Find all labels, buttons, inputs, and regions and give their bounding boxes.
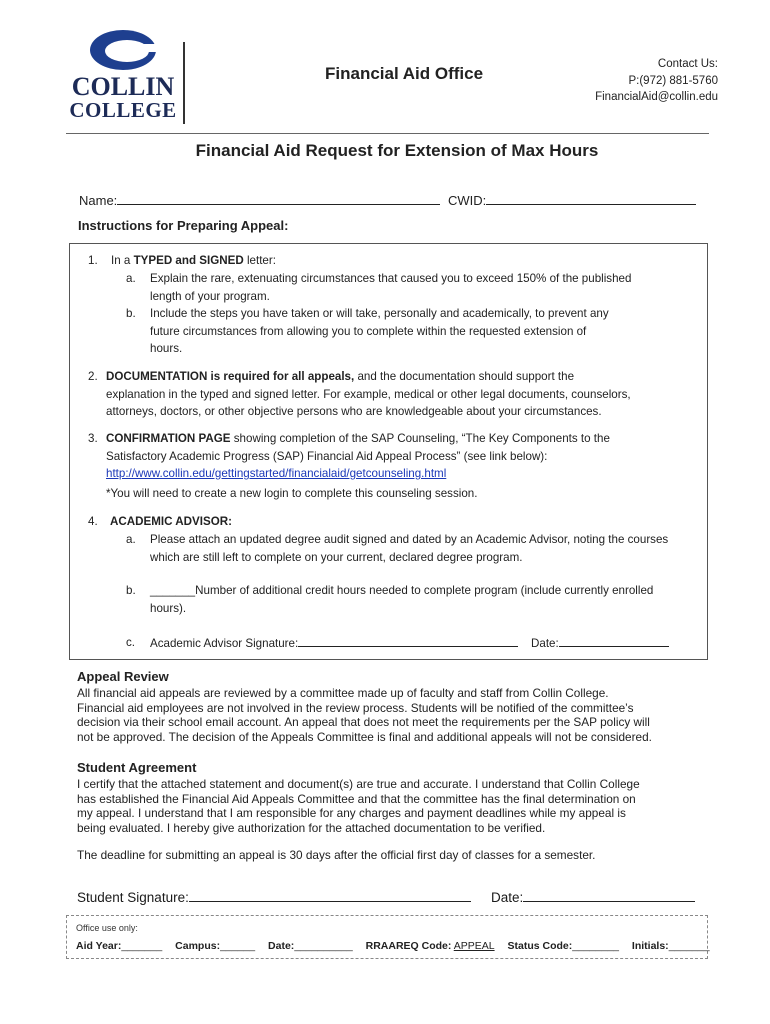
rraareq-value: APPEAL <box>453 940 495 952</box>
item3-line2: Satisfactory Academic Progress (SAP) Financial Aid Appeal Process” (see link below): <box>106 449 548 463</box>
student-signature-label: Student Signature: <box>77 890 189 905</box>
rraareq-label: RRAAREQ Code: <box>365 940 452 952</box>
office-use-row <box>76 940 710 952</box>
name-label: Name: <box>79 193 118 208</box>
item2-line2: explanation in the typed and signed letter. For example, medical or other legal documents, counselors, <box>106 387 631 401</box>
credit-hours-blank[interactable]: _______ <box>150 584 196 597</box>
name-line[interactable] <box>117 190 440 205</box>
item2-text <box>106 368 631 421</box>
instructions-heading: Instructions for Preparing Appeal: <box>78 218 289 233</box>
deadline-text: The deadline for submitting an appeal is 30 days after the official first day of classes for a semester. <box>77 848 596 862</box>
appeal-review-heading: Appeal Review <box>77 669 169 684</box>
item1-bold: TYPED and SIGNED <box>133 254 244 267</box>
campus-label: Campus: <box>175 940 221 952</box>
office-use-heading: Office use only: <box>76 923 138 933</box>
signature-date-line[interactable] <box>523 886 695 902</box>
student-agreement-heading: Student Agreement <box>77 760 197 775</box>
item1a-text <box>150 270 631 305</box>
item4-heading <box>110 513 232 531</box>
contact-phone: P:(972) 881-5760 <box>628 74 718 87</box>
appeal-review-line: All financial aid appeals are reviewed by a committee made up of faculty and staff from Collin College. <box>77 686 609 700</box>
item4-bold: ACADEMIC ADVISOR: <box>110 515 232 528</box>
item3-text <box>106 430 610 483</box>
name-field[interactable] <box>79 190 440 208</box>
item3-line1: showing completion of the SAP Counseling, “The Key Components to the <box>230 432 610 445</box>
cwid-label: CWID: <box>448 193 487 208</box>
item1a-label: a. <box>126 272 136 285</box>
item1b-label: b. <box>126 307 136 320</box>
item4a-text <box>150 531 668 566</box>
item2-bold: DOCUMENTATION is required for all appeals, <box>106 370 355 383</box>
agreement-line: I certify that the attached statement and document(s) are true and accurate. I understand that Collin College <box>77 777 640 791</box>
item4b-line1: Number of additional credit hours needed to complete program (include currently enrolled <box>195 584 654 597</box>
item3-note: *You will need to create a new login to complete this counseling session. <box>106 487 478 500</box>
initials-blank[interactable]: _______ <box>668 940 710 952</box>
office-title: Financial Aid Office <box>325 64 484 83</box>
item1-number: 1. <box>88 254 98 267</box>
item4a-line2: which are still left to complete on your current, declared degree program. <box>150 550 523 564</box>
initials-label: Initials: <box>631 940 669 952</box>
item4b-line2: hours). <box>150 601 187 615</box>
appeal-review-line: Financial aid employees are not involved in the review process. Students will be notified of the committee’s <box>77 700 634 715</box>
aid-year-blank[interactable]: _______ <box>121 940 163 952</box>
item2-line3: attorneys, doctors, or other objective persons who are knowledgeable about your circumstances. <box>106 405 602 418</box>
signature-date-field[interactable] <box>491 886 695 905</box>
agreement-line: has established the Financial Aid Appeals Committee and that the committee has the final determination on <box>77 791 636 806</box>
advisor-signature-line[interactable] <box>298 634 518 647</box>
item4a-label: a. <box>126 533 136 546</box>
appeal-review-line: decision via their school email account. An appeal that does not meet the requirements per the SAP policy will <box>77 715 650 729</box>
advisor-date-field[interactable] <box>531 634 669 653</box>
item4b-label: b. <box>126 584 136 597</box>
item1a-line1: Explain the rare, extenuating circumstances that caused you to exceed 150% of the published <box>150 272 632 285</box>
item1a-line2: length of your program. <box>150 289 270 303</box>
student-signature-field[interactable] <box>77 886 471 905</box>
contact-label: Contact Us: <box>657 58 718 70</box>
item4-number: 4. <box>88 515 98 528</box>
status-code-label: Status Code: <box>507 940 573 952</box>
item3-bold: CONFIRMATION PAGE <box>106 432 231 445</box>
item4c-label: c. <box>126 636 136 649</box>
header-rule <box>66 133 709 134</box>
counseling-link[interactable]: http://www.collin.edu/gettingstarted/financialaid/getcounseling.html <box>106 467 447 480</box>
instructions-box <box>69 243 708 660</box>
item2-number: 2. <box>88 370 98 383</box>
item3-number: 3. <box>88 432 98 445</box>
advisor-date-line[interactable] <box>559 634 669 647</box>
item1b-line3: hours. <box>150 342 183 355</box>
item1b-text <box>150 305 609 358</box>
cwid-field[interactable] <box>448 190 696 208</box>
logo-line-1: COLLIN <box>71 72 175 101</box>
status-code-blank[interactable]: ________ <box>572 940 619 952</box>
collin-college-logo <box>64 28 184 124</box>
item1-text <box>111 252 276 270</box>
logo-swoosh-icon <box>64 28 184 76</box>
appeal-review-text <box>77 686 717 744</box>
aid-year-label: Aid Year: <box>76 940 122 952</box>
advisor-signature-field[interactable] <box>150 634 518 653</box>
cwid-line[interactable] <box>486 190 696 205</box>
campus-blank[interactable]: ______ <box>220 940 256 952</box>
office-date-blank[interactable]: __________ <box>294 940 353 952</box>
office-use-box <box>66 915 708 959</box>
agreement-line: my appeal. I understand that I am responsible for any charges and payment deadlines while my appeal is <box>77 806 626 820</box>
item1b-line2: future circumstances from allowing you to complete within the requested extension of <box>150 324 587 338</box>
item1b-line1: Include the steps you have taken or will take, personally and academically, to prevent any <box>150 307 609 320</box>
item1-post: letter: <box>243 254 276 267</box>
student-agreement-text <box>77 777 717 835</box>
student-signature-line[interactable] <box>189 886 471 902</box>
page-title: Financial Aid Request for Extension of Max Hours <box>195 141 599 160</box>
logo-line-2: COLLEGE <box>69 98 177 122</box>
header-divider <box>183 42 185 124</box>
signature-date-label: Date: <box>491 890 524 905</box>
contact-block <box>595 56 718 106</box>
item4a-line1: Please attach an updated degree audit signed and dated by an Academic Advisor, noting the courses <box>150 533 669 546</box>
agreement-line: being evaluated. I hereby give authorization for the attached documentation to be verified. <box>77 820 546 835</box>
advisor-date-label: Date: <box>531 637 559 650</box>
item1-pre: In a <box>111 254 134 267</box>
item2-line1: and the documentation should support the <box>354 370 575 383</box>
contact-email[interactable]: FinancialAid@collin.edu <box>595 91 718 103</box>
advisor-signature-label: Academic Advisor Signature: <box>150 637 299 650</box>
appeal-review-line: not be approved. The decision of the Appeals Committee is final and additional appeals will not be considered. <box>77 729 652 744</box>
item4b-text <box>150 582 653 617</box>
office-date-label: Date: <box>268 940 295 952</box>
